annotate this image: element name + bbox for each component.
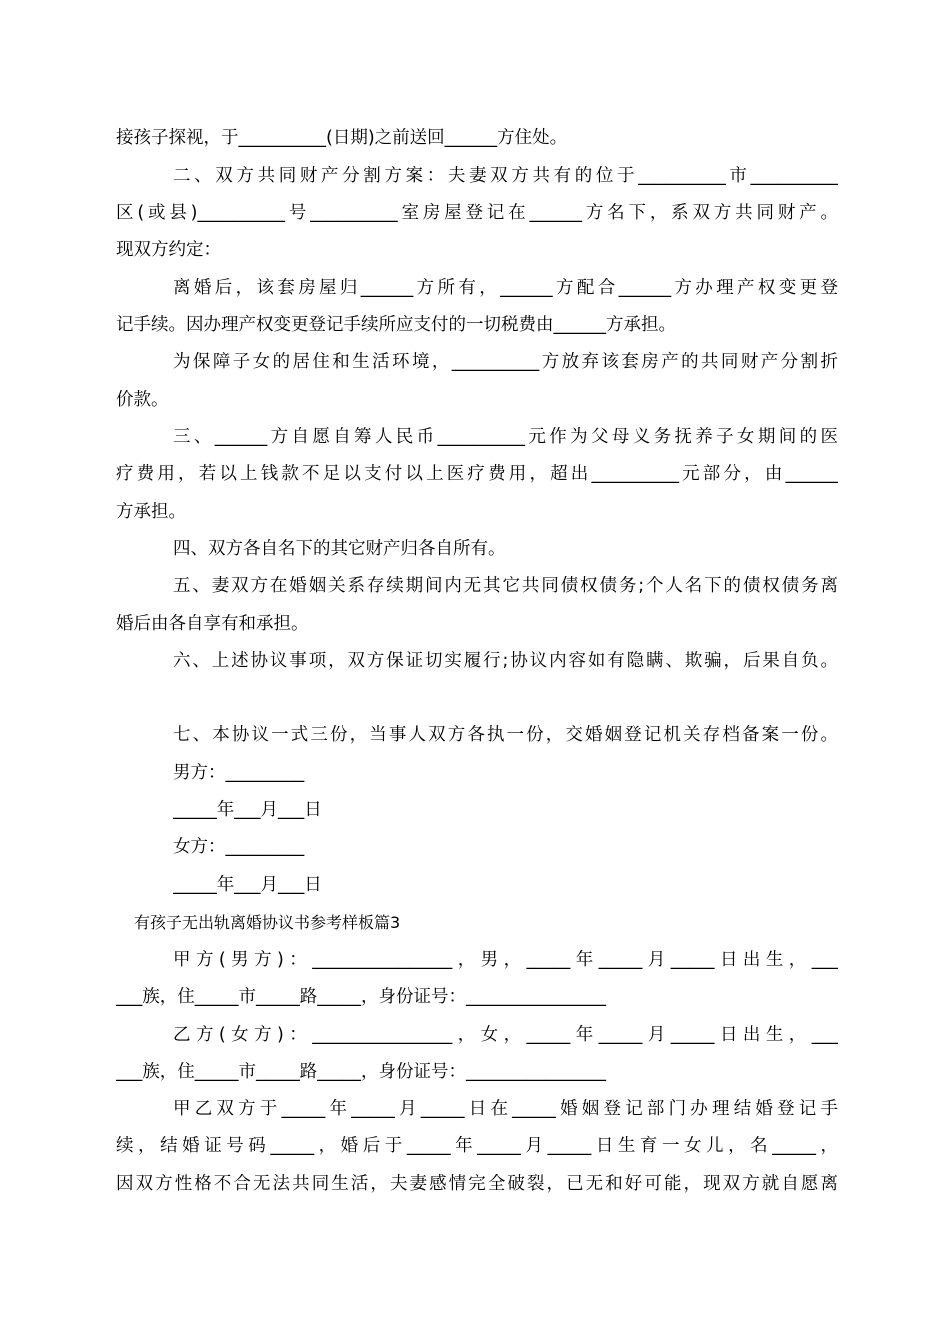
- text-line: 疗费用，若以上钱款不足以支付以上医疗费用，超出__________元部分，由______: [116, 464, 838, 484]
- text-line: 六、上述协议事项，双方保证切实履行;协议内容如有隐瞒、欺骗，后果自负。: [173, 651, 838, 671]
- text-line: 离婚后，该套房屋归______方所有，______方配合______方办理产权变更登: [173, 278, 838, 298]
- text-line: 二、双方共同财产分割方案：夫妻双方共有的位于__________市__________: [173, 166, 838, 186]
- text-line: 三、______方自愿自筹人民币__________元作为父母义务抚养子女期间的医: [173, 427, 838, 447]
- text-line: 乙方(女方)：________________，女，_____年_____月_____日出生，___: [173, 1025, 838, 1045]
- text-line: 续，结婚证号码_____，婚后于_____年_____月_____日生育一女儿，名_____，: [116, 1136, 838, 1156]
- text-line: 甲方(男方)：________________，男，_____年_____月_____日出生，___: [173, 950, 838, 970]
- text-line: 方承担。: [116, 502, 186, 522]
- text-line: 甲乙双方于_____年_____月_____日在_____婚姻登记部门办理结婚登记手: [173, 1099, 838, 1119]
- text-line: ___族，住_____市_____路_____，身份证号：________________: [116, 1062, 606, 1082]
- text-line: 四、双方各自名下的其它财产归各自所有。: [173, 539, 506, 559]
- text-line: 现双方约定：: [116, 240, 221, 260]
- text-line: 因双方性格不合无法共同生活，夫妻感情完全破裂，已无和好可能，现双方就自愿离: [116, 1174, 838, 1194]
- text-line: 记手续。因办理产权变更登记手续所应支付的一切税费由______方承担。: [116, 315, 676, 335]
- signature-label-female: 女方：_________: [173, 837, 305, 857]
- text-line: 区(或县)__________号__________室房屋登记在______方名下，系双方共同财产。: [116, 203, 838, 223]
- section-title: 有孩子无出轨离婚协议书参考样板篇3: [134, 913, 401, 932]
- text-line: 七、本协议一式三份，当事人双方各执一份，交婚姻登记机关存档备案一份。: [173, 725, 838, 745]
- signature-date: _____年___月___日: [173, 800, 322, 820]
- text-line: ___族，住_____市_____路_____，身份证号：________________: [116, 987, 606, 1007]
- text-line: 接孩子探视，于__________(日期)之前送回______方住处。: [116, 128, 568, 148]
- text-line: 价款。: [116, 390, 169, 410]
- signature-label-male: 男方：_________: [173, 763, 305, 783]
- text-line: 五、妻双方在婚姻关系存续期间内无其它共同债权债务;个人名下的债权债务离: [173, 576, 838, 596]
- text-line: 婚后由各自享有和承担。: [116, 614, 309, 634]
- signature-date: _____年___月___日: [173, 875, 322, 895]
- text-line: 为保障子女的居住和生活环境，__________方放弃该套房产的共同财产分割折: [173, 352, 838, 372]
